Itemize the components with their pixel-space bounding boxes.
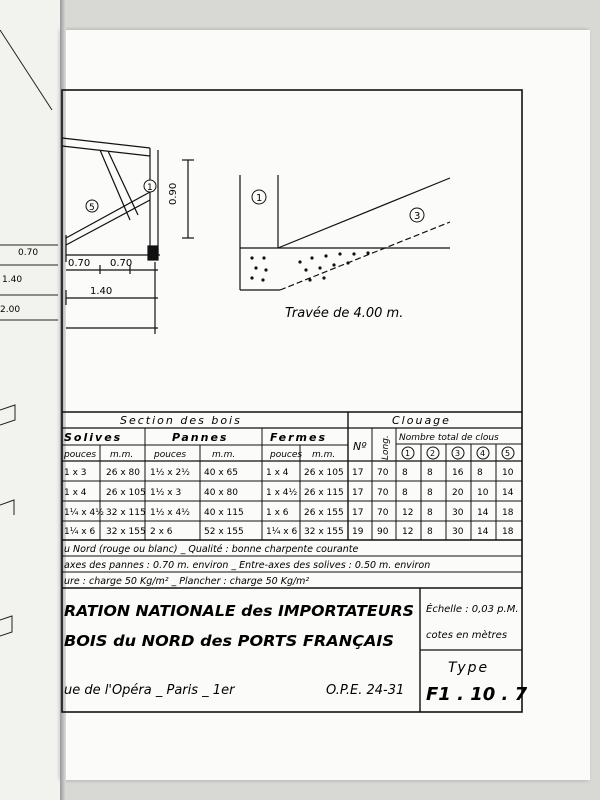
table-cell: 12 (402, 508, 414, 518)
truss-drawing (62, 138, 194, 334)
table-cell: 8 (427, 527, 433, 537)
nail-dots (250, 251, 369, 281)
subhead-mm-1: m.m. (110, 450, 134, 460)
nail-col-heads (402, 447, 514, 459)
table-cell: 1 x 3 (64, 468, 87, 478)
group-solives: Solives (64, 431, 123, 444)
group-pannes: Pannes (172, 431, 229, 444)
table-cell: 40 x 65 (204, 468, 238, 478)
span-caption: Travée de 4.00 m. (285, 306, 404, 321)
title-type-value: F1 . 10 . 7 (426, 684, 528, 705)
table-cell: 70 (377, 468, 389, 478)
title-ope: O.P.E. 24-31 (326, 683, 405, 698)
table-cell: 10 (477, 488, 489, 498)
col-nails: Nombre total de clous (399, 433, 499, 443)
table-cell: 14 (477, 527, 489, 537)
dim-height-090: 0.90 (168, 182, 179, 205)
note-line-1: u Nord (rouge ou blanc) _ Qualité : bonne charpente courante (64, 544, 359, 555)
truss-label-5: 5 (89, 203, 95, 213)
table-cell: 1 x 4½ (266, 488, 298, 498)
table-cell: 8 (402, 488, 408, 498)
table-cell: 17 (352, 488, 364, 498)
truss-label-1: 1 (147, 183, 153, 193)
table-cell: 70 (377, 488, 389, 498)
table-cell: 17 (352, 468, 364, 478)
table-cell: 16 (452, 468, 464, 478)
title-line-1: RATION NATIONALE des IMPORTATEURS (64, 602, 414, 620)
table-cell: 52 x 155 (204, 527, 244, 537)
table-cell: 26 x 80 (106, 468, 140, 478)
table-cell: 30 (452, 527, 464, 537)
detail-label-3: 3 (414, 211, 421, 222)
left-dim-200: 2.00 (0, 305, 21, 315)
nail-head-2: 2 (430, 449, 436, 458)
table-cell: 12 (402, 527, 414, 537)
table-cell: 1¼ x 6 (266, 527, 298, 537)
table-cell: 1¼ x 4½ (64, 508, 104, 518)
nail-head-4: 4 (480, 449, 486, 458)
subhead-pouces-3: pouces (270, 450, 303, 460)
table-cell: 1 x 4 (266, 468, 289, 478)
table-cell: 8 (402, 468, 408, 478)
col-no: Nº (353, 440, 367, 453)
table-cell: 17 (352, 508, 364, 518)
table-cell: 8 (427, 488, 433, 498)
subhead-pouces-2: pouces (154, 450, 187, 460)
nail-head-5: 5 (505, 449, 511, 458)
table-cell: 30 (452, 508, 464, 518)
table-cell: 1½ x 4½ (150, 508, 190, 518)
table-cell: 70 (377, 508, 389, 518)
table-cell: 26 x 105 (106, 488, 146, 498)
title-echelle: Échelle : 0,03 p.M. (426, 604, 519, 615)
table-cell: 26 x 105 (304, 468, 344, 478)
col-long: Long. (381, 435, 391, 460)
dim-140: 1.40 (90, 286, 113, 297)
table-cell: 8 (477, 468, 483, 478)
table-cell: 32 x 115 (106, 508, 146, 518)
table-cell: 1½ x 2½ (150, 468, 190, 478)
title-type-label: Type (448, 660, 490, 676)
left-dim-070: 0.70 (18, 248, 39, 258)
table-cell: 26 x 115 (304, 488, 344, 498)
title-line-2: BOIS du NORD des PORTS FRANÇAIS (64, 632, 394, 650)
subhead-mm-3: m.m. (312, 450, 336, 460)
clouage-title: Clouage (392, 414, 451, 427)
table-cell: 2 x 6 (150, 527, 173, 537)
nailing-detail (240, 175, 450, 290)
dim-070-left: 0.70 (68, 258, 91, 269)
table-cell: 18 (502, 527, 514, 537)
table-cell: 19 (352, 527, 364, 537)
left-dim-140: 1.40 (2, 275, 23, 285)
left-page-drawing (0, 30, 58, 636)
table-cell: 10 (502, 468, 514, 478)
nail-head-1: 1 (405, 449, 411, 458)
table-cell: 40 x 115 (204, 508, 244, 518)
note-line-2: axes des pannes : 0.70 m. environ _ Entre-axes des solives : 0.50 m. environ (64, 560, 431, 571)
table-cell: 40 x 80 (204, 488, 238, 498)
dim-070-right: 0.70 (110, 258, 133, 269)
table-cell: 1½ x 3 (150, 488, 182, 498)
table-cell: 32 x 155 (304, 527, 344, 537)
table-cell: 14 (477, 508, 489, 518)
title-address: ue de l'Opéra _ Paris _ 1er (64, 683, 235, 698)
section-title: Section des bois (120, 414, 242, 427)
group-fermes: Fermes (270, 431, 328, 444)
table-cell: 90 (377, 527, 389, 537)
table-cell: 8 (427, 468, 433, 478)
table-cell: 32 x 155 (106, 527, 146, 537)
nail-head-3: 3 (455, 449, 461, 458)
table-cell: 1 x 4 (64, 488, 87, 498)
subheads (63, 450, 335, 460)
table-cell: 18 (502, 508, 514, 518)
table-cell: 14 (502, 488, 514, 498)
table-cell: 1¼ x 6 (64, 527, 96, 537)
table-cell: 8 (427, 508, 433, 518)
title-cotes: cotes en mètres (426, 630, 508, 641)
subhead-pouces-1: pouces (64, 450, 97, 460)
table-cell: 1 x 6 (266, 508, 289, 518)
table-cell: 20 (452, 488, 464, 498)
subhead-mm-2: m.m. (212, 450, 236, 460)
detail-label-1: 1 (256, 193, 263, 204)
note-line-3: ure : charge 50 Kg/m² _ Plancher : charge 50 Kg/m² (64, 576, 310, 587)
table-cell: 26 x 155 (304, 508, 344, 518)
